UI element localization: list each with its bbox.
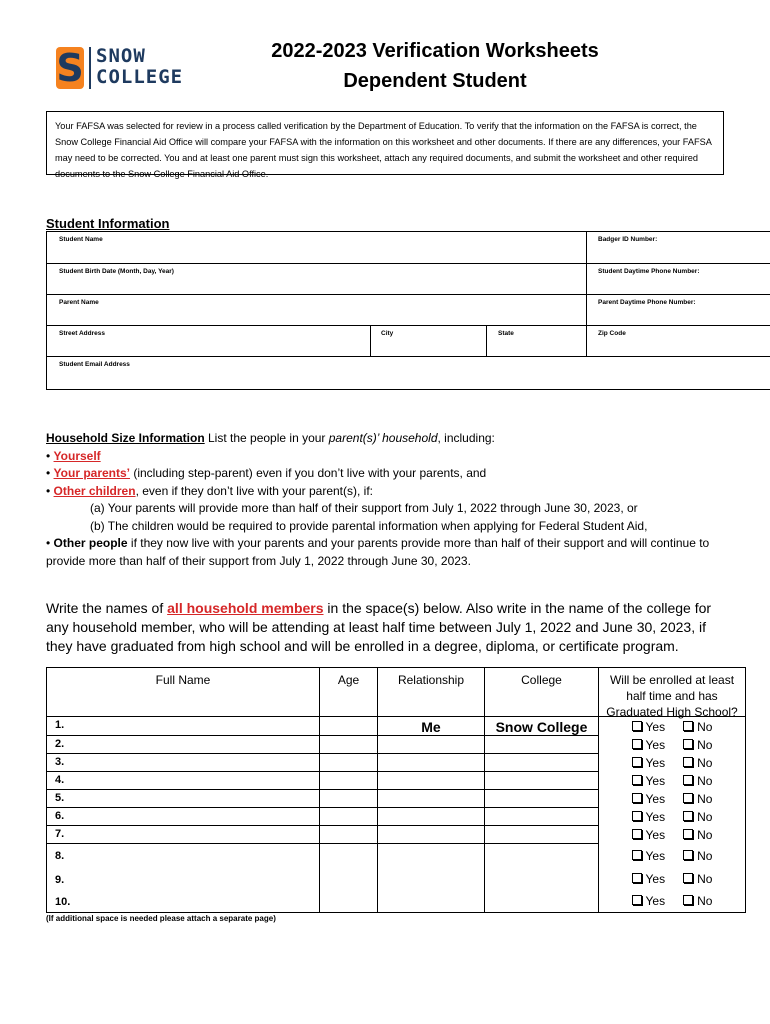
write-instructions xyxy=(46,599,726,656)
header-full-name: Full Name xyxy=(155,673,211,687)
enrolled-cell xyxy=(598,736,745,754)
yes-label: Yes xyxy=(645,756,666,770)
household-members-table xyxy=(46,667,746,913)
no-checkbox[interactable] xyxy=(683,774,712,788)
full-name-cell[interactable] xyxy=(47,890,319,912)
full-name-cell[interactable] xyxy=(47,808,319,826)
no-label: No xyxy=(697,756,713,770)
table-row xyxy=(47,754,745,772)
no-checkbox[interactable] xyxy=(683,849,712,863)
college-value xyxy=(485,790,598,792)
page-title: 2022-2023 Verification Worksheets xyxy=(271,40,599,62)
checkbox-icon xyxy=(683,895,693,905)
household-heading: Household Size Information xyxy=(46,431,205,445)
checkbox-icon xyxy=(632,873,642,883)
college-cell[interactable] xyxy=(484,736,598,754)
relationship-cell[interactable] xyxy=(377,772,484,790)
badger-id-field[interactable]: Badger ID Number: xyxy=(598,236,658,243)
yes-label: Yes xyxy=(645,738,666,752)
yes-label: Yes xyxy=(645,894,666,908)
no-label: No xyxy=(697,810,713,824)
enrolled-cell xyxy=(598,717,745,736)
age-cell[interactable] xyxy=(319,826,377,844)
college-value: Snow College xyxy=(495,719,588,735)
college-cell[interactable] xyxy=(484,754,598,772)
college-cell[interactable] xyxy=(484,844,598,868)
student-info-heading: Student Information xyxy=(46,216,170,231)
yes-no-options xyxy=(599,844,745,868)
table-row xyxy=(47,716,745,736)
enrolled-cell xyxy=(598,868,745,890)
checkbox-icon xyxy=(632,850,642,860)
email-row xyxy=(47,356,770,389)
no-label: No xyxy=(697,792,713,806)
city-field[interactable]: City xyxy=(381,330,394,337)
bullet: • xyxy=(46,448,51,463)
write-post: in the space(s) below. Also write in the name of the college for any household member, who will be attending at least half time between July 1, 2022 and June 30, 2023, if they have graduated from high school and will be enrolled in a degree, diploma, or certificate program. xyxy=(46,600,712,654)
row-number: 8. xyxy=(55,850,65,862)
student-info-form xyxy=(46,231,770,390)
no-checkbox[interactable] xyxy=(683,894,712,908)
relationship-cell[interactable] xyxy=(377,890,484,912)
parents-text: (including step-parent) even if you don’t live with your parents, and xyxy=(130,466,487,480)
household-intro: List the people in your xyxy=(204,431,329,445)
college-value xyxy=(485,754,598,756)
relationship-value xyxy=(378,868,484,870)
no-label: No xyxy=(697,894,713,908)
table-row xyxy=(47,790,745,808)
age-cell[interactable] xyxy=(319,717,377,736)
checkbox-icon xyxy=(683,829,693,839)
enrolled-cell xyxy=(598,790,745,808)
college-value xyxy=(485,736,598,738)
age-cell[interactable] xyxy=(319,754,377,772)
yes-checkbox[interactable] xyxy=(632,828,666,842)
relationship-cell[interactable] xyxy=(377,808,484,826)
full-name-cell[interactable] xyxy=(47,844,319,868)
yes-no-options xyxy=(599,868,745,890)
yes-checkbox[interactable] xyxy=(632,849,666,863)
yes-checkbox[interactable] xyxy=(632,756,666,770)
yes-no-options xyxy=(599,790,745,808)
header-enrolled: Will be enrolled at least half time and has Graduated High School? xyxy=(598,668,745,716)
relationship-cell[interactable] xyxy=(377,717,484,736)
row-number: 1. xyxy=(55,719,65,731)
no-label: No xyxy=(697,719,713,734)
college-value xyxy=(485,890,598,892)
checkbox-icon xyxy=(632,895,642,905)
table-row xyxy=(47,808,745,826)
yes-no-options xyxy=(599,826,745,844)
checkbox-icon xyxy=(683,739,693,749)
full-name-cell[interactable] xyxy=(47,717,319,736)
relationship-value xyxy=(378,890,484,892)
snow-college-logo-text xyxy=(96,46,183,88)
row-number: 3. xyxy=(55,756,65,768)
yes-checkbox[interactable] xyxy=(632,872,666,886)
no-label: No xyxy=(697,738,713,752)
no-label: No xyxy=(697,774,713,788)
yes-label: Yes xyxy=(645,872,666,886)
parent-name-field[interactable]: Parent Name xyxy=(59,299,99,306)
header-age: Age xyxy=(319,668,377,716)
yes-label: Yes xyxy=(645,774,666,788)
logo-divider xyxy=(89,47,91,89)
table-row xyxy=(47,772,745,790)
table-row xyxy=(47,868,745,890)
yes-checkbox[interactable] xyxy=(632,738,666,752)
age-cell[interactable] xyxy=(319,808,377,826)
table-row xyxy=(47,890,745,912)
no-checkbox[interactable] xyxy=(683,872,712,886)
table-header-row xyxy=(47,668,745,719)
no-checkbox[interactable] xyxy=(683,738,712,752)
write-pre: Write the names of xyxy=(46,600,168,616)
condition-b: (b) The children would be required to provide parental information when applying for Federal Student Aid, xyxy=(90,518,648,533)
college-cell[interactable] xyxy=(484,868,598,890)
page-subtitle: Dependent Student xyxy=(343,70,527,92)
other-children-label: Other children xyxy=(53,483,136,498)
college-cell[interactable] xyxy=(484,826,598,844)
relationship-cell[interactable] xyxy=(377,844,484,868)
enrolled-cell xyxy=(598,826,745,844)
relationship-value xyxy=(378,826,484,828)
no-checkbox[interactable] xyxy=(683,756,712,770)
yes-label: Yes xyxy=(645,810,666,824)
state-field[interactable]: State xyxy=(498,330,514,337)
parent-phone-field[interactable]: Parent Daytime Phone Number: xyxy=(598,299,696,306)
checkbox-icon xyxy=(632,811,642,821)
bullet: • xyxy=(46,466,51,480)
parents-label: Your parents’ xyxy=(53,466,131,480)
checkbox-icon xyxy=(683,775,693,785)
yes-no-options xyxy=(599,754,745,772)
college-cell[interactable] xyxy=(484,808,598,826)
college-value xyxy=(485,772,598,774)
no-checkbox[interactable] xyxy=(683,720,712,734)
relationship-cell[interactable] xyxy=(377,736,484,754)
college-value xyxy=(485,844,598,846)
household-intro-em: parent(s)’ household xyxy=(328,431,438,445)
yes-label: Yes xyxy=(645,849,666,863)
yes-checkbox[interactable] xyxy=(632,720,666,734)
other-children-text: , even if they don’t live with your parent(s), if: xyxy=(135,483,374,498)
no-label: No xyxy=(697,828,713,842)
birth-date-row xyxy=(47,263,770,294)
relationship-cell[interactable] xyxy=(377,790,484,808)
relationship-cell[interactable] xyxy=(377,868,484,890)
college-value xyxy=(485,868,598,870)
college-cell[interactable] xyxy=(484,790,598,808)
relationship-value xyxy=(378,808,484,810)
relationship-cell[interactable] xyxy=(377,826,484,844)
college-cell[interactable] xyxy=(484,772,598,790)
table-row xyxy=(47,826,745,844)
table-row xyxy=(47,844,745,868)
street-address-field[interactable]: Street Address xyxy=(59,330,105,337)
address-row xyxy=(47,325,770,356)
checkbox-icon xyxy=(683,721,693,731)
full-name-cell[interactable] xyxy=(47,868,319,890)
yourself-label: Yourself xyxy=(53,448,101,463)
relationship-value xyxy=(378,790,484,792)
checkbox-icon xyxy=(683,793,693,803)
checkbox-icon xyxy=(632,829,642,839)
footnote: (If additional space is needed please attach a separate page) xyxy=(46,914,276,923)
yes-checkbox[interactable] xyxy=(632,810,666,824)
yes-no-options xyxy=(599,717,745,736)
relationship-value xyxy=(378,772,484,774)
row-number: 10. xyxy=(55,896,71,908)
row-number: 2. xyxy=(55,738,65,750)
zip-code-field[interactable]: Zip Code xyxy=(598,330,626,337)
enrolled-cell xyxy=(598,772,745,790)
relationship-value xyxy=(378,754,484,756)
row-number: 4. xyxy=(55,774,65,786)
age-cell[interactable] xyxy=(319,868,377,890)
no-checkbox[interactable] xyxy=(683,810,712,824)
yes-no-options xyxy=(599,736,745,754)
checkbox-icon xyxy=(632,775,642,785)
college-cell[interactable] xyxy=(484,717,598,736)
logo-line-1: SNOW xyxy=(96,45,146,67)
yes-no-options xyxy=(599,772,745,790)
yes-label: Yes xyxy=(645,719,666,734)
student-email-field[interactable]: Student Email Address xyxy=(59,361,130,368)
parent-name-row xyxy=(47,294,770,325)
household-size-info xyxy=(46,430,726,570)
relationship-value xyxy=(378,844,484,846)
checkbox-icon xyxy=(683,811,693,821)
other-people-label: Other people xyxy=(53,536,128,550)
relationship-value: Me xyxy=(421,719,441,735)
relationship-cell[interactable] xyxy=(377,754,484,772)
row-number: 7. xyxy=(55,828,65,840)
full-name-cell[interactable] xyxy=(47,772,319,790)
checkbox-icon xyxy=(632,793,642,803)
no-label: No xyxy=(697,872,713,886)
checkbox-icon xyxy=(683,757,693,767)
student-name-field[interactable]: Student Name xyxy=(59,236,103,243)
other-people-text: if they now live with your parents and your parents provide more than half of their support and will continue to provide more than half of their support from July 1, 2022 through June 30, 2023. xyxy=(46,536,710,568)
enrolled-cell xyxy=(598,754,745,772)
no-checkbox[interactable] xyxy=(683,828,712,842)
college-cell[interactable] xyxy=(484,890,598,912)
write-highlight: all household members xyxy=(167,600,324,616)
row-number: 5. xyxy=(55,792,65,804)
header-relationship: Relationship xyxy=(377,668,484,716)
full-name-cell[interactable] xyxy=(47,754,319,772)
college-value xyxy=(485,808,598,810)
checkbox-icon xyxy=(683,850,693,860)
no-checkbox[interactable] xyxy=(683,792,712,806)
age-cell[interactable] xyxy=(319,772,377,790)
no-label: No xyxy=(697,849,713,863)
student-phone-field[interactable]: Student Daytime Phone Number: xyxy=(598,268,700,275)
yes-no-options xyxy=(599,808,745,826)
student-name-row xyxy=(47,232,770,263)
yes-checkbox[interactable] xyxy=(632,792,666,806)
logo-line-2: COLLEGE xyxy=(96,66,184,88)
household-intro-end: , including: xyxy=(437,431,495,445)
checkbox-icon xyxy=(632,721,642,731)
checkbox-icon xyxy=(683,873,693,883)
table-row xyxy=(47,736,745,754)
bullet: • xyxy=(46,483,51,498)
yes-checkbox[interactable] xyxy=(632,774,666,788)
college-value xyxy=(485,826,598,828)
condition-a: (a) Your parents will provide more than half of their support from July 1, 2022 through June 30, 2023, or xyxy=(90,501,638,515)
full-name-cell[interactable] xyxy=(47,826,319,844)
relationship-value xyxy=(378,736,484,738)
age-cell[interactable] xyxy=(319,736,377,754)
header-college: College xyxy=(484,668,598,716)
bullet: • xyxy=(46,536,51,550)
yes-no-options xyxy=(599,890,745,912)
age-cell[interactable] xyxy=(319,844,377,868)
yes-checkbox[interactable] xyxy=(632,894,666,908)
checkbox-icon xyxy=(632,757,642,767)
age-cell[interactable] xyxy=(319,890,377,912)
row-number: 6. xyxy=(55,810,65,822)
intro-paragraph: Your FAFSA was selected for review in a process called verification by the Department of Education. To verify that the information on the FAFSA is correct, the Snow College Financial Aid Office will compare your FAFSA with the information on this worksheet and other documents. If there are any differences, your FAFSA may need to be corrected. You and at least one parent must sign this worksheet, attach any required documents, and submit the worksheet and other required documents to the Snow College Financial Aid Office. xyxy=(46,111,724,175)
enrolled-cell xyxy=(598,844,745,868)
enrolled-cell xyxy=(598,808,745,826)
yes-label: Yes xyxy=(645,792,666,806)
birth-date-field[interactable]: Student Birth Date (Month, Day, Year) xyxy=(59,268,174,275)
snow-college-logo-mark: S xyxy=(56,46,84,90)
enrolled-cell xyxy=(598,890,745,912)
row-number: 9. xyxy=(55,874,65,886)
full-name-cell[interactable] xyxy=(47,790,319,808)
full-name-cell[interactable] xyxy=(47,736,319,754)
age-cell[interactable] xyxy=(319,790,377,808)
yes-label: Yes xyxy=(645,828,666,842)
checkbox-icon xyxy=(632,739,642,749)
